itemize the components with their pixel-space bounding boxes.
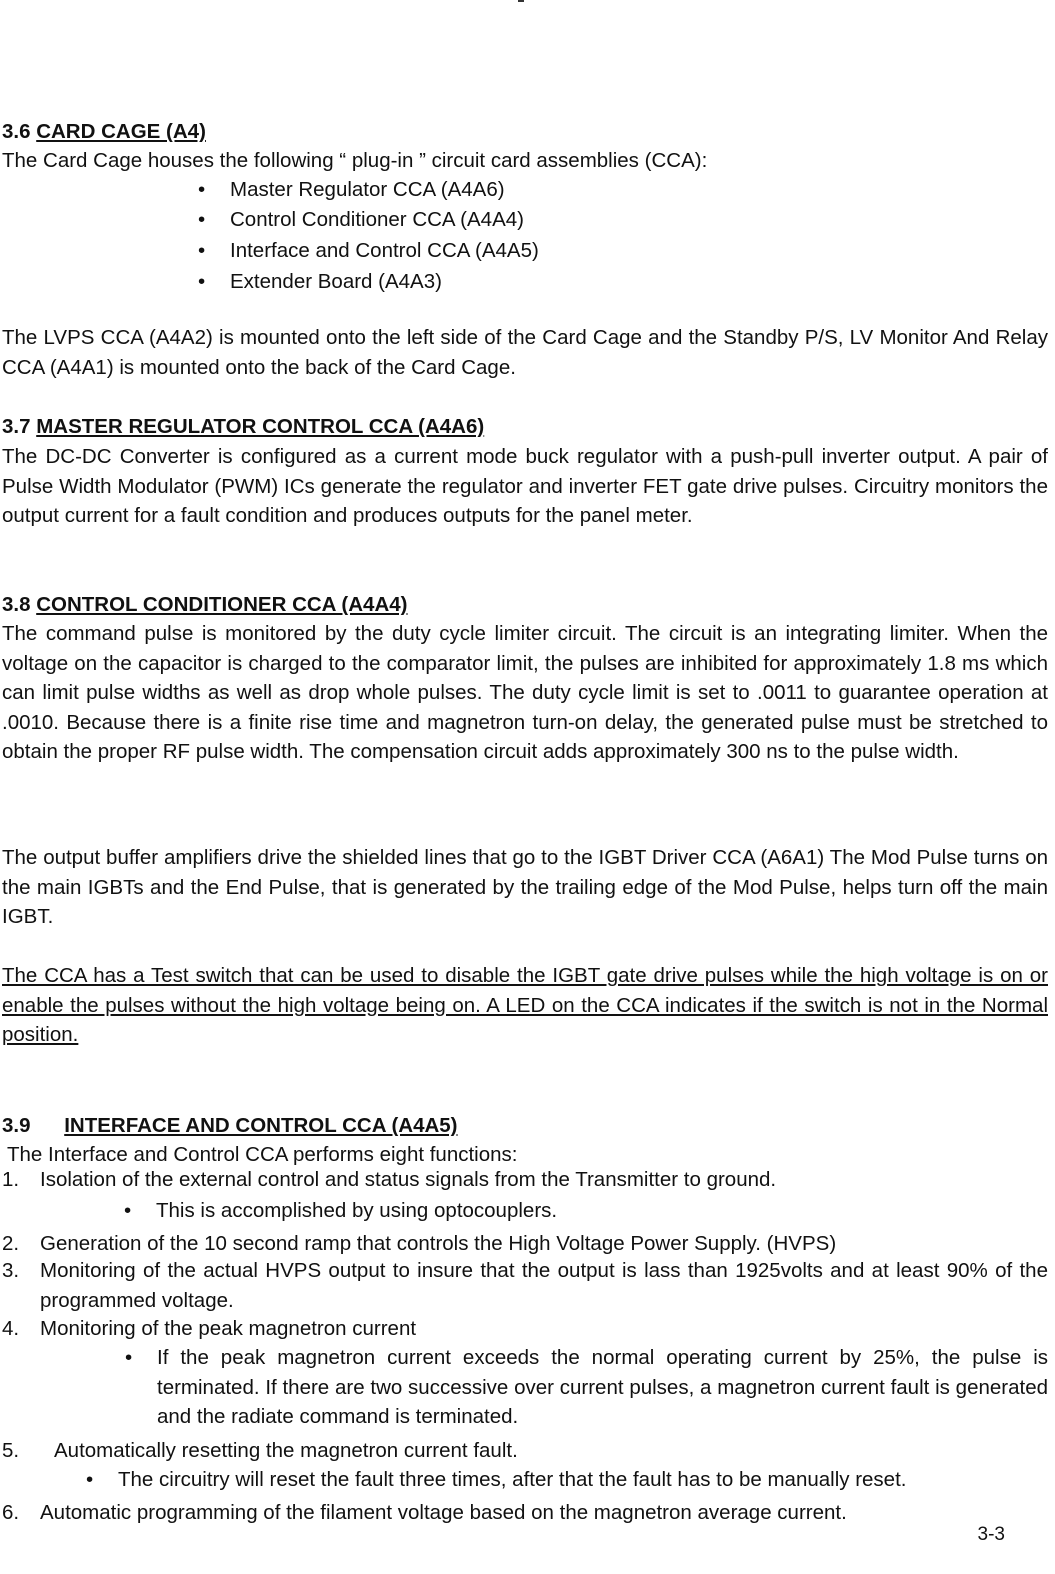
list-text: Monitoring of the actual HVPS output to insure that the output is lass than 1925volts and at least 90% of the programmed voltage. — [40, 1259, 1048, 1312]
list-text: Generation of the 10 second ramp that controls the High Voltage Power Supply. (HVPS) — [40, 1232, 837, 1255]
list-text: Monitoring of the peak magnetron current — [40, 1317, 417, 1340]
section-3-6-heading — [2, 117, 1048, 147]
sub-bullet-text: The circuitry will reset the fault three times, after that the fault has to be manually reset. — [118, 1468, 907, 1491]
bullet-glyph: • — [125, 1346, 133, 1369]
sub-bullet-block — [86, 1465, 1048, 1495]
list-number: 5. — [2, 1439, 20, 1462]
section-3-8-paragraph-1: The command pulse is monitored by the duty cycle limiter circuit. The circuit is an integrating limiter. When the voltage on the capacitor is charged to the comparator limit, the pulses are inhibited for approximately 1.8 ms which can limit pulse widths as well as drop whole pulses. The duty cycle limit is set to .0011 to guarantee operation at .0010. Because there is a finite rise time and magnetron turn-on delay, the generated pulse must be stretched to obtain the proper RF pulse width. The compensation circuit adds approximately 300 ns to the pulse width. — [2, 622, 1048, 763]
sub-bullet: • This is accomplished by using optocouplers. — [156, 1196, 557, 1226]
section-number: 3.8 — [2, 593, 31, 616]
list-number: 2. — [2, 1232, 20, 1255]
list-item — [2, 1229, 1048, 1259]
list-text: Isolation of the external control and status signals from the Transmitter to ground. — [40, 1168, 777, 1191]
bullet-item: • Extender Board (A4A3) — [230, 267, 442, 297]
sub-bullet-text: If the peak magnetron current exceeds the normal operating current by 25%, the pulse is terminated. If there are two successive over current pulses, a magnetron current fault is generated and the radiate command is terminated. — [157, 1346, 1048, 1428]
list-text: Automatic programming of the filament voltage based on the magnetron average current. — [40, 1501, 847, 1524]
bullet-glyph: • — [86, 1468, 94, 1491]
page-number: 3-3 — [977, 1524, 1005, 1545]
section-title: CONTROL CONDITIONER CCA (A4A4) — [36, 593, 408, 616]
list-number: 6. — [2, 1501, 20, 1524]
list-number: 3. — [2, 1259, 20, 1282]
section-3-8-paragraph-3: The CCA has a Test switch that can be used to disable the IGBT gate drive pulses while the high voltage is on or enable the pulses without the high voltage being on. A LED on the CCA indicates if the switch is not in the Normal position. — [2, 964, 1048, 1046]
list-item — [2, 1498, 1048, 1528]
list-item — [2, 1256, 1048, 1315]
section-title: INTERFACE AND CONTROL CCA (A4A5) — [64, 1114, 458, 1137]
section-3-6-intro: The Card Cage houses the following “ plug-in ” circuit card assemblies (CCA): — [2, 149, 708, 172]
list-number: 1. — [2, 1168, 20, 1191]
scan-mark — [518, 0, 524, 2]
list-item — [2, 1436, 1048, 1466]
section-title: MASTER REGULATOR CONTROL CCA (A4A6) — [36, 415, 485, 438]
section-3-7-paragraph: The DC-DC Converter is configured as a current mode buck regulator with a push-pull inverter output. A pair of Pulse Width Modulator (PWM) ICs generate the regulator and inverter FET gate drive pulses. Circuitry monitors the output current for a fault condition and produces outputs for the panel meter. — [2, 445, 1048, 527]
section-number: 3.6 — [2, 120, 31, 143]
section-number: 3.9 — [2, 1114, 31, 1137]
list-item — [2, 1314, 1048, 1344]
section-3-9-intro: The Interface and Control CCA performs eight functions: — [7, 1143, 518, 1166]
section-3-8-paragraph-2: The output buffer amplifiers drive the shielded lines that go to the IGBT Driver CCA (A6A1) The Mod Pulse turns on the main IGBTs and the End Pulse, that is generated by the trailing edge of the Mod Pulse, helps turn off the main IGBT. — [2, 846, 1048, 928]
bullet-item: • Control Conditioner CCA (A4A4) — [230, 205, 524, 235]
list-text: Automatically resetting the magnetron current fault. — [54, 1439, 518, 1462]
list-number: 4. — [2, 1317, 20, 1340]
section-title: CARD CAGE (A4) — [36, 120, 206, 143]
bullet-item: • Master Regulator CCA (A4A6) — [230, 175, 505, 205]
sub-bullet-block — [125, 1343, 1048, 1432]
section-3-7-heading — [2, 412, 1048, 442]
bullet-item: • Interface and Control CCA (A4A5) — [230, 236, 539, 266]
section-3-9-heading — [2, 1111, 1048, 1141]
list-item — [2, 1165, 1048, 1195]
section-number: 3.7 — [2, 415, 31, 438]
section-3-6-paragraph: The LVPS CCA (A4A2) is mounted onto the left side of the Card Cage and the Standby P/S, LV Monitor And Relay CCA (A4A1) is mounted onto the back of the Card Cage. — [2, 326, 1048, 379]
section-3-8-heading — [2, 590, 1048, 620]
